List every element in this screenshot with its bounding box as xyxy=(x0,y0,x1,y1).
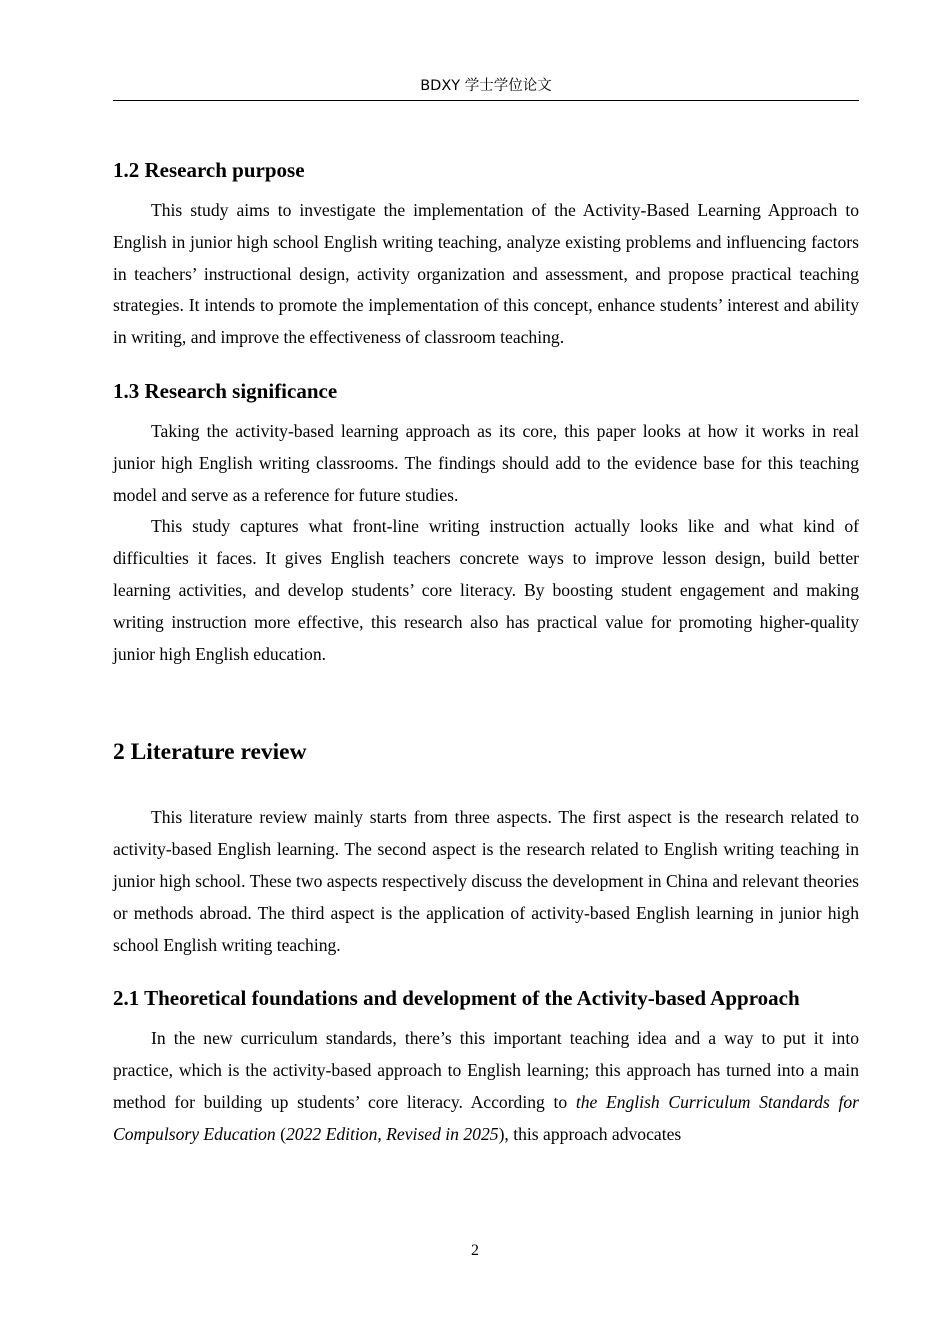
paragraph-foundations xyxy=(113,1023,859,1150)
section-heading-theoretical-foundations: 2.1 Theoretical foundations and development of the Activity-based Approach xyxy=(113,986,800,1011)
page-content xyxy=(113,155,859,1151)
section-heading-research-purpose: 1.2 Research purpose xyxy=(113,158,305,182)
section-heading-research-significance: 1.3 Research significance xyxy=(113,378,338,403)
page-number: 2 xyxy=(471,1242,479,1259)
paragraph-significance-2: This study captures what front-line writing instruction actually looks like and what kind of difficulties it faces. It gives English teachers concrete ways to improve lesson design, build better learning activities, and develop students’ core literacy. By boosting student engagement and making writing instruction more effective, this research also has practical value for promoting higher-quality junior high English education. xyxy=(113,516,859,664)
paragraph-research-purpose: This study aims to investigate the implementation of the Activity-Based Learning Approach to English in junior high school English writing teaching, analyze existing problems and influencing factors in teachers’ instructional design, activity organization and assessment, and propose practical teaching strategies. It intends to promote the implementation of this concept, enhance students’ interest and ability in writing, and improve the effectiveness of classroom teaching. xyxy=(113,200,859,348)
chapter-heading-literature-review: 2 Literature review xyxy=(113,739,307,766)
page-header: BDXY 学士学位论文 xyxy=(113,76,859,101)
paragraph-literature-intro: This literature review mainly starts from three aspects. The first aspect is the research related to activity-based English learning. The second aspect is the research related to English writing teaching in junior high school. These two aspects respectively discuss the development in China and relevant theories or methods abroad. The third aspect is the application of activity-based English learning in junior high school English writing teaching. xyxy=(113,807,859,955)
italic-edition: 2022 Edition, Revised in 2025 xyxy=(286,1123,499,1144)
paragraph-significance-1: Taking the activity-based learning approach as its core, this paper looks at how it works in real junior high English writing classrooms. The findings should add to the evidence base for this teaching model and serve as a reference for future studies. xyxy=(113,420,859,505)
text-run: In the new curriculum standards, there’s this important teaching idea and a way to put it into practice, which is the activity-based approach to English learning; this approach has turned into a main method for building up students’ core literacy. According to xyxy=(113,1028,859,1112)
italic-book-title: the English Curriculum Standards for Compulsory Education xyxy=(113,1091,859,1144)
text-run: ( xyxy=(275,1123,286,1144)
text-run: ), this approach advocates xyxy=(498,1123,682,1144)
